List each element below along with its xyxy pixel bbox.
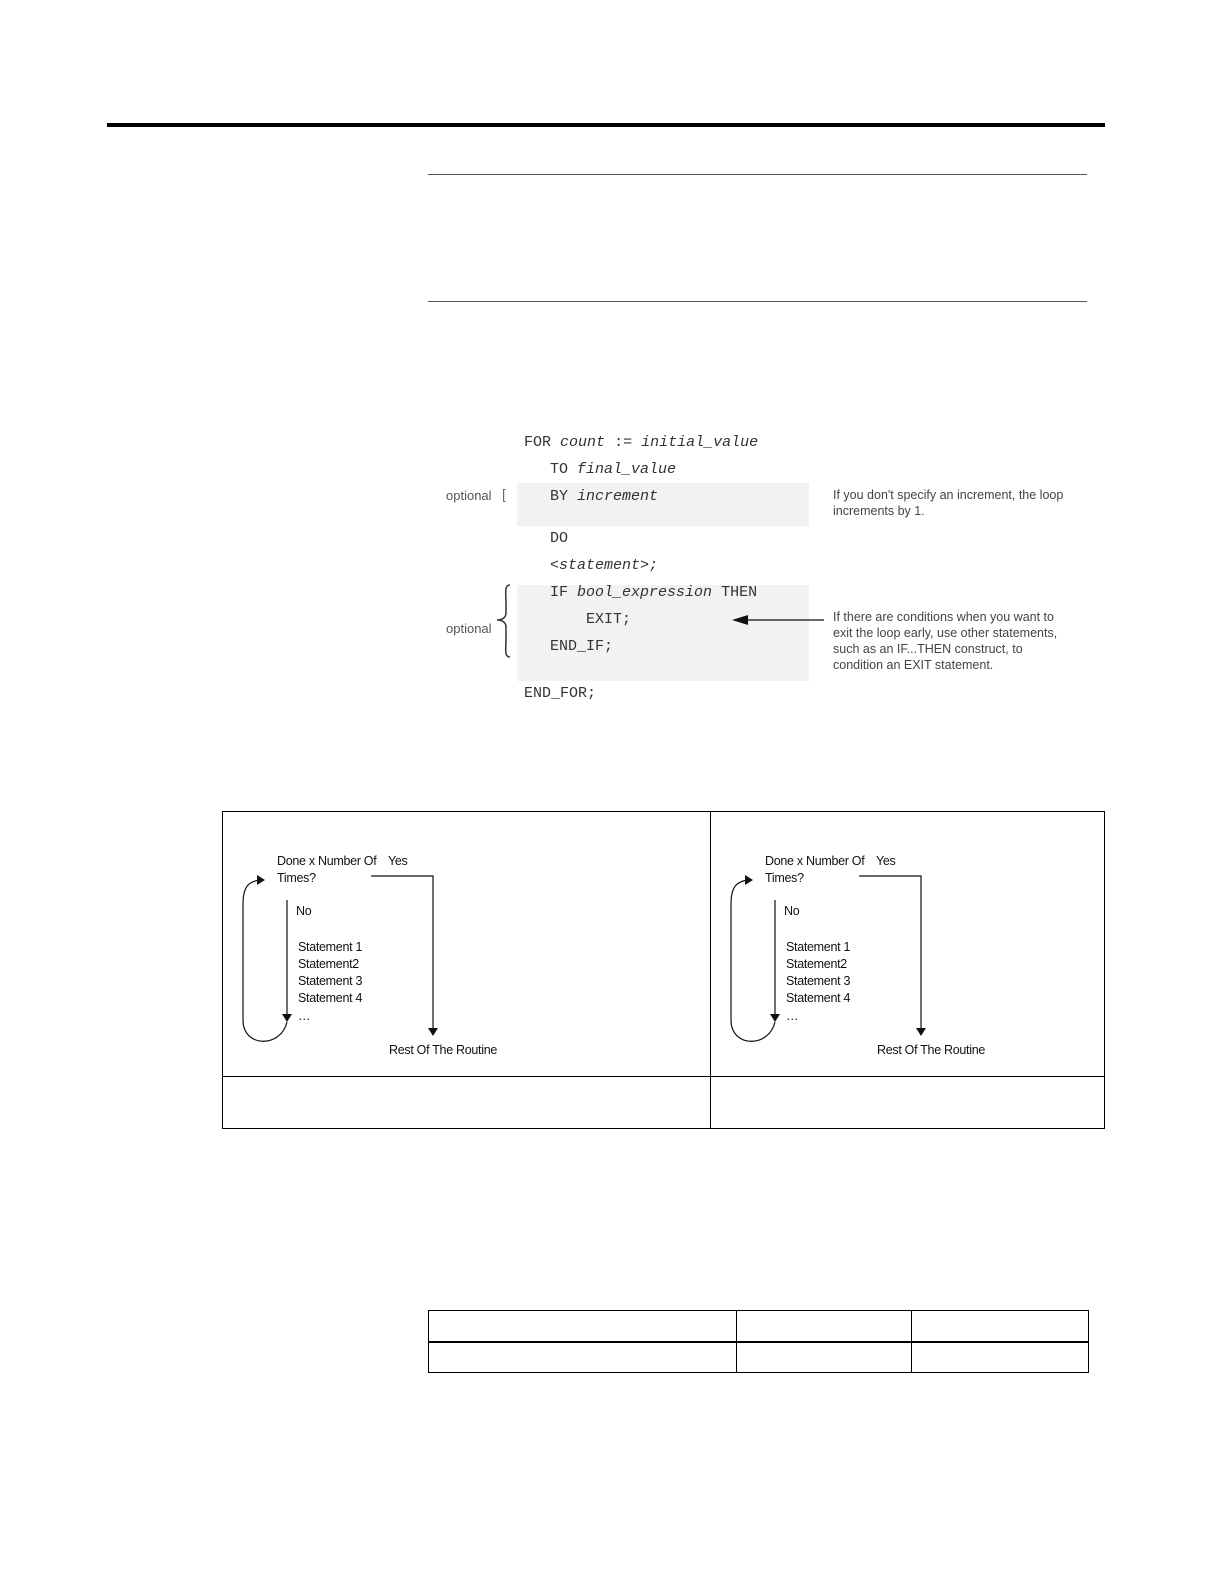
flow-question: Done x Number Of Times? <box>277 854 377 885</box>
flow-statement-4: Statement 4 <box>298 991 363 1005</box>
flowchart-table <box>222 811 1105 1129</box>
flow-statement-1: Statement 1 <box>298 940 363 954</box>
code-line-by: BY increment <box>550 488 659 505</box>
flow-statement-1: Statement 1 <box>786 940 851 954</box>
flow-no-label: No <box>784 904 800 918</box>
note-exit: If there are conditions when you want to exit the loop early, use other statements, such as an IF...THEN construct, to condition an EXIT statement. <box>833 610 1058 672</box>
flow-statement-2: Statement2 <box>786 957 847 971</box>
code-line-end-for: END_FOR; <box>524 685 597 702</box>
optional-label-by: optional <box>446 488 492 503</box>
code-line-do: DO <box>550 530 569 547</box>
optional-label-if: optional <box>446 621 492 636</box>
flow-ellipsis: … <box>786 1009 799 1023</box>
note-rule-bottom <box>428 301 1087 302</box>
flow-statement-3: Statement 3 <box>786 974 851 988</box>
flow-ellipsis: … <box>298 1009 311 1023</box>
syntax-figure <box>440 425 1080 715</box>
code-line-if: IF bool_expression THEN <box>550 584 758 601</box>
flowchart-cell-2 <box>711 812 1104 1076</box>
note-increment: If you don't specify an increment, the loop increments by 1. <box>833 488 1064 518</box>
flow-statement-4: Statement 4 <box>786 991 851 1005</box>
flow-yes-label: Yes <box>388 854 408 868</box>
curly-brace <box>492 583 516 659</box>
flowchart-cell-1 <box>223 812 710 1076</box>
code-line-end-if: END_IF; <box>550 638 614 655</box>
bracket-by: [ <box>502 486 506 502</box>
flow-no-label: No <box>296 904 312 918</box>
table-row-divider <box>223 1076 1104 1077</box>
note-exit-arrow <box>730 613 825 627</box>
flow-rest-label: Rest Of The Routine <box>877 1043 986 1057</box>
flow-statement-3: Statement 3 <box>298 974 363 988</box>
flow-statement-2: Statement2 <box>298 957 359 971</box>
flow-lines <box>711 812 1104 1076</box>
code-line-statement: <statement>; <box>550 557 659 574</box>
code-line-exit: EXIT; <box>586 611 632 628</box>
header-rule <box>107 123 1105 127</box>
flow-question: Done x Number Of Times? <box>765 854 865 885</box>
flow-rest-label: Rest Of The Routine <box>389 1043 498 1057</box>
flow-yes-label: Yes <box>876 854 896 868</box>
code-line-to: TO final_value <box>550 461 677 478</box>
code-line-for: FOR count := initial_value <box>524 434 759 451</box>
flow-lines <box>223 812 710 1076</box>
note-rule-top <box>428 174 1087 175</box>
bottom-table <box>428 1310 1089 1373</box>
bottom-table-header-rule <box>429 1341 1088 1343</box>
